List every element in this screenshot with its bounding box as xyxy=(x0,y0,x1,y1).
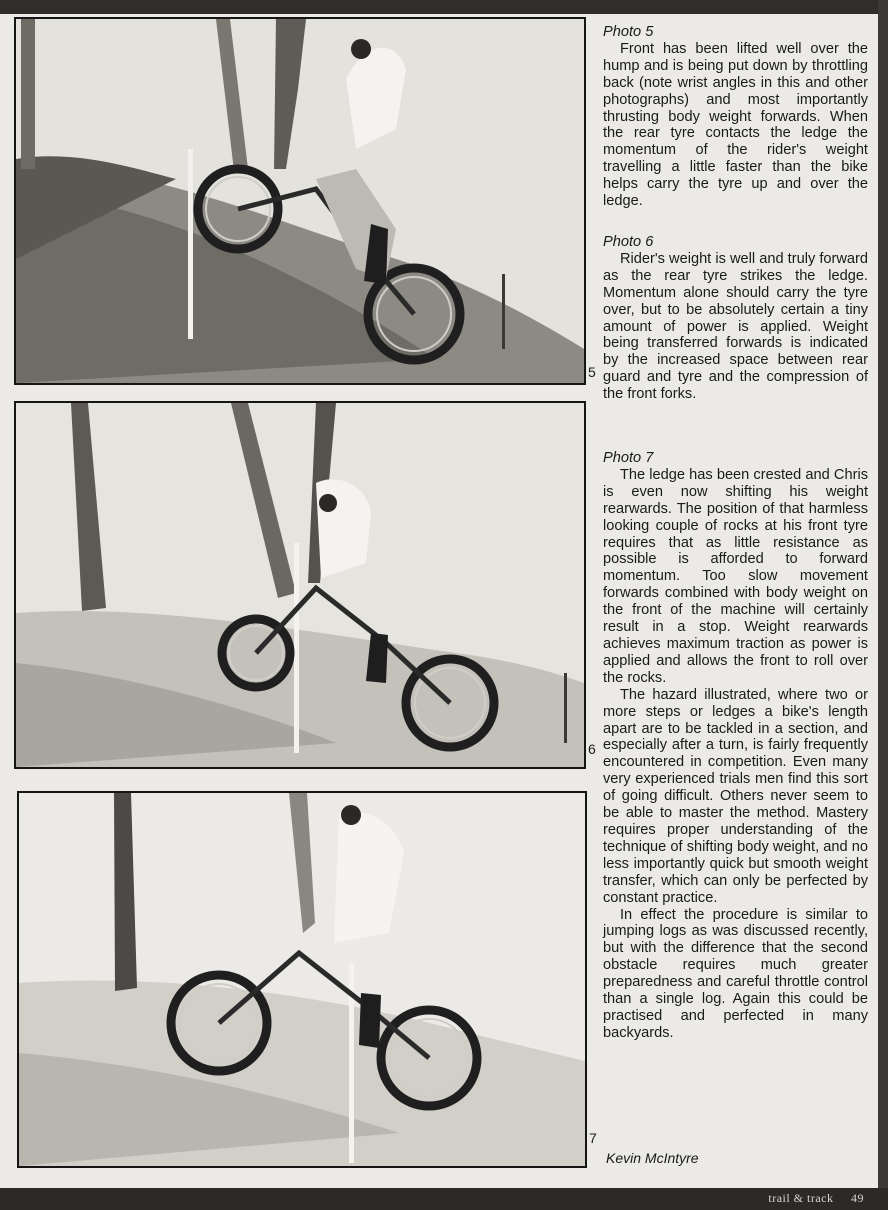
scan-edge-right xyxy=(878,0,888,1188)
page-number: 49 xyxy=(851,1191,864,1205)
photo-5 xyxy=(14,17,586,385)
caption-heading: Photo 5 xyxy=(603,24,654,40)
scan-edge-top xyxy=(0,0,888,14)
photo-number-6: 6 xyxy=(588,741,596,757)
photo-7 xyxy=(17,791,587,1168)
body-paragraph: In effect the procedure is similar to jumping logs as was discussed recently, but with the difference that the second obstacle requires much greater preparedness and careful throttle control than a single log. Again this could be practised and perfected in many backyards. xyxy=(603,906,868,1041)
page-footer xyxy=(768,1191,864,1206)
author-byline: Kevin McIntyre xyxy=(606,1150,699,1166)
photo-7-image xyxy=(19,793,585,1166)
photo-5-image xyxy=(16,19,584,383)
photo-6-image xyxy=(16,403,584,767)
caption-column xyxy=(603,24,868,1042)
caption-photo-5 xyxy=(603,24,868,210)
caption-heading: Photo 6 xyxy=(603,233,654,250)
caption-photo-7 xyxy=(603,450,868,1042)
caption-paragraph: Rider's weight is well and truly forward as the rear tyre strikes the ledge. Momentum alone should carry the tyre over, but to be absolutely certain a tiny amount of power is applied. Weight being transferred forwards is indicated by the increased space between rear guard and tyre and the compression of the front forks. xyxy=(603,250,868,403)
body-paragraph: The hazard illustrated, where two or more steps or ledges a bike's length apart are to be tackled in a section, and especially after a turn, is fairly frequently encountered in competition. Even many very experienced trials men find this sort of going difficult. Others never seem to be able to master the method. Mastery requires proper understanding of the technique of shifting body weight, and no less importantly quick but smooth weight transfer, which can only be perfected by constant practice. xyxy=(603,686,868,906)
caption-paragraph: The ledge has been crested and Chris is even now shifting his weight rearwards. The position of that harmless looking couple of rocks at his front tyre requires that as little resistance as possible is afforded to forward momentum. Too slow movement forwards combined with body weight on the front of the machine will certainly result in a stop. Weight rearwards achieves maximum traction as power is applied and allows the front to roll over the rocks. xyxy=(603,466,868,686)
photo-6 xyxy=(14,401,586,769)
photo-number-5: 5 xyxy=(588,364,596,380)
page-footer-bar xyxy=(0,1188,888,1210)
magazine-name: trail & track xyxy=(768,1191,834,1205)
caption-heading: Photo 7 xyxy=(603,450,654,467)
caption-photo-6 xyxy=(603,234,868,403)
caption-paragraph: Front has been lifted well over the hump and is being put down by throttling back (note wrist angles in this and other photographs) and most importantly thrusting body weight forwards. When the rear tyre contacts the ledge the momentum of the rider's weight travelling a little faster than the bike helps carry the tyre up and over the ledge. xyxy=(603,40,868,210)
photo-number-7: 7 xyxy=(589,1130,597,1146)
